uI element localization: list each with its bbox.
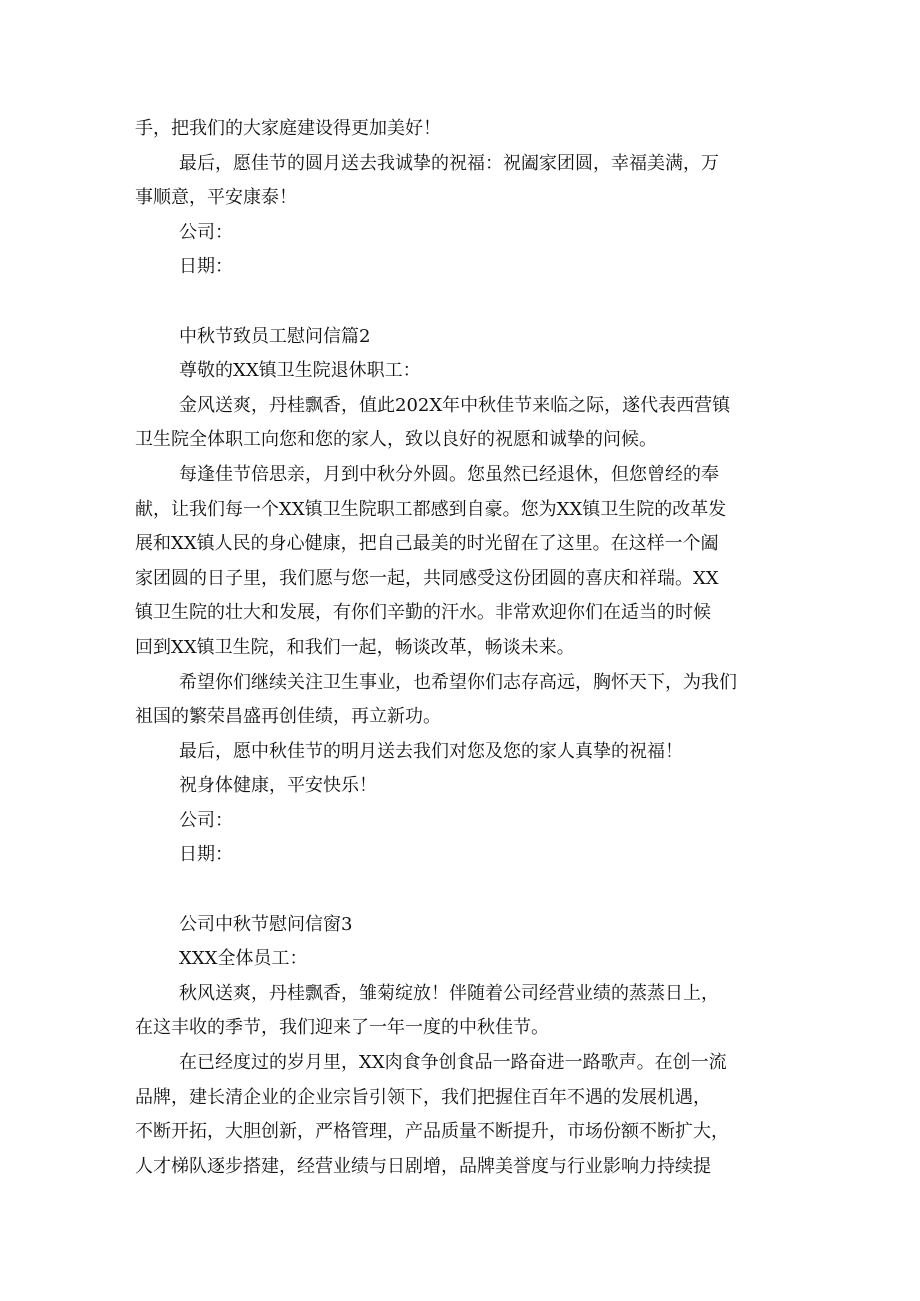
text-line: 镇卫生院的壮大和发展，有你们辛勤的汗水。非常欢迎你们在适当的时候 [135, 602, 711, 624]
section-heading: 公司中秋节慰问信窗3 [179, 913, 353, 935]
text-line: 卫生院全体职工向您和您的家人，致以良好的祝愿和诚挚的问候。 [135, 429, 657, 451]
text-line: 事顺意，平安康泰！ [135, 187, 297, 209]
text-line: 展和XX镇人民的身心健康，把自己最美的时光留在了这里。在这样一个阖 [135, 533, 719, 555]
text-line: 在已经度过的岁月里，XX肉食争创食品一路奋进一路歌声。在创一流 [179, 1052, 727, 1074]
salutation: 尊敬的XX镇卫生院退休职工： [179, 360, 421, 382]
text-line: 人才梯队逐步搭建，经营业绩与日剧增，品牌美誉度与行业影响力持续提 [135, 1155, 711, 1177]
text-line: 金风送爽，丹桂飘香，值此202X年中秋佳节来临之际，遂代表西营镇 [179, 394, 731, 416]
section-heading: 中秋节致员工慰问信篇2 [179, 325, 371, 347]
date-signature: 日期： [179, 844, 233, 866]
text-line: 最后，愿佳节的圆月送去我诚挚的祝福：祝阖家团圆，幸福美满，万 [179, 152, 719, 174]
text-line: 最后，愿中秋佳节的明月送去我们对您及您的家人真挚的祝福！ [179, 740, 683, 762]
text-line: 家团圆的日子里，我们愿与您一起，共同感受这份团圆的喜庆和祥瑞。XX [135, 567, 719, 589]
text-line: 祖国的繁荣昌盛再创佳绩，再立新功。 [135, 706, 441, 728]
text-line: 每逢佳节倍思亲，月到中秋分外圆。您虽然已经退休，但您曾经的奉 [179, 463, 719, 485]
text-line: 品牌，建长清企业的企业宗旨引领下，我们把握住百年不遇的发展机遇， [135, 1086, 711, 1108]
company-signature: 公司： [179, 809, 233, 831]
text-line: 回到XX镇卫生院，和我们一起，畅谈改革，畅谈未来。 [135, 636, 575, 658]
company-signature: 公司： [179, 221, 233, 243]
text-line: 秋风送爽，丹桂飘香，雏菊绽放！伴随着公司经营业绩的蒸蒸日上， [179, 982, 719, 1004]
date-signature: 日期： [179, 256, 233, 278]
text-line: 希望你们继续关注卫生事业，也希望你们志存高远，胸怀天下，为我们 [179, 671, 737, 693]
text-line: 手，把我们的大家庭建设得更加美好！ [135, 118, 441, 139]
document-body [135, 112, 787, 1184]
salutation: XXX全体员工： [179, 948, 308, 970]
text-line: 不断开拓，大胆创新，严格管理，产品质量不断提升，市场份额不断扩大， [135, 1121, 729, 1143]
text-line: 在这丰收的季节，我们迎来了一年一度的中秋佳节。 [135, 1017, 549, 1039]
text-line: 献，让我们每一个XX镇卫生院职工都感到自豪。您为XX镇卫生院的改革发 [135, 498, 727, 520]
text-line: 祝身体健康，平安快乐！ [179, 775, 377, 797]
